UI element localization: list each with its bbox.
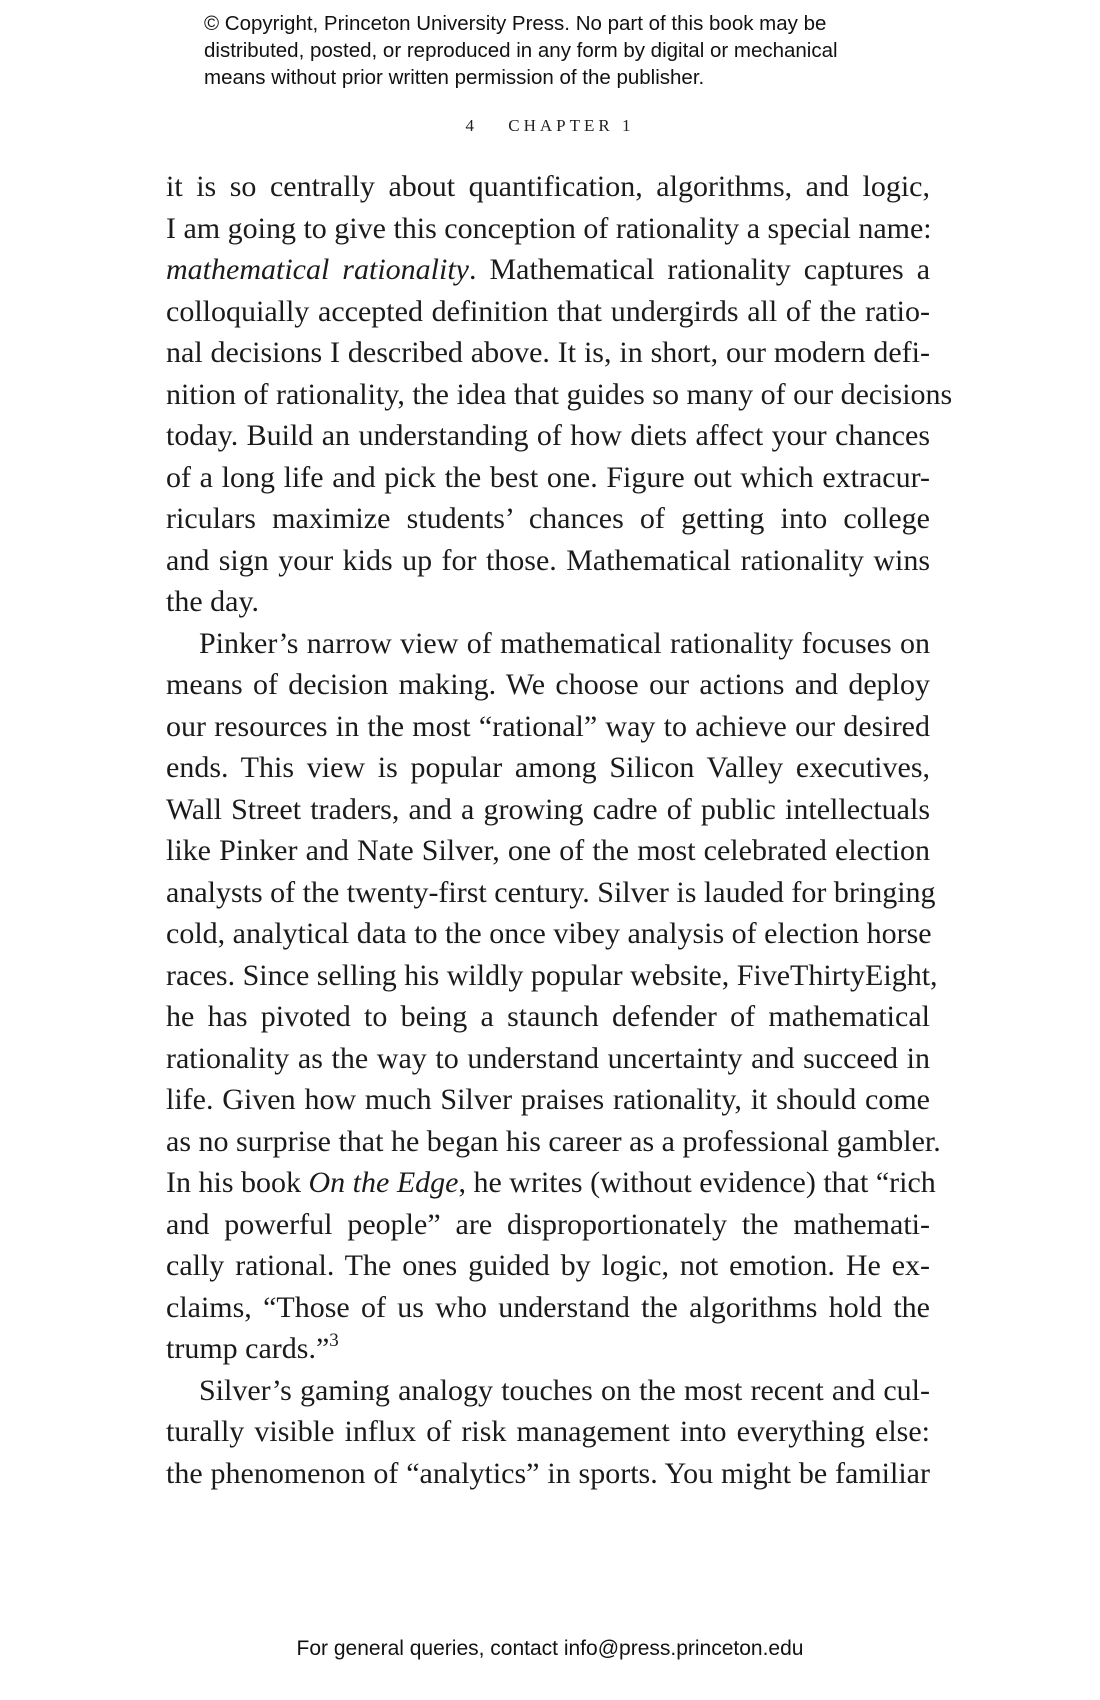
text-segment: In his book [166,1166,309,1199]
text-line: the phenomenon of “analytics” in sports. You might be familiar [166,1456,930,1490]
page-number: 4 [465,116,475,135]
chapter-label: CHAPTER 1 [508,116,635,135]
text-line: I am going to give this conception of rationality a special name: [166,211,932,245]
text-line [166,1328,930,1370]
text-line: and sign your kids up for those. Mathematical rationality wins [166,543,930,577]
text-line: analysts of the twenty-first century. Silver is lauded for bringing [166,875,936,909]
text-line: it is so centrally about quantification, algorithms, and logic, [166,170,930,203]
text-line: cally rational. The ones guided by logic, not emotion. He ex- [166,1249,930,1282]
book-title: On the Edge [308,1166,459,1199]
text-line: nal decisions I described above. It is, in short, our modern defi- [166,336,930,369]
text-line: of a long life and pick the best one. Figure out which extracur- [166,460,930,494]
body-text [166,166,953,1494]
text-line: and powerful people” are disproportionately the mathemati- [166,1207,930,1241]
text-line: turally visible influx of risk management into everything else: [166,1415,930,1448]
text-line: Wall Street traders, and a growing cadre of public intellectuals [166,792,930,826]
text-line: means of decision making. We choose our actions and deploy [166,668,930,701]
text-line: riculars maximize students’ chances of getting into college [166,502,930,535]
running-head [0,116,1100,136]
copyright-notice [204,10,1004,91]
text-line: our resources in the most “rational” way to achieve our desired [166,709,930,743]
text-line: rationality as the way to understand uncertainty and succeed in [166,1041,930,1075]
text-segment: . Mathematical rationality captures a [468,253,931,286]
text-segment: trump cards.” [166,1332,330,1365]
text-line: he has pivoted to being a staunch defender of mathematical [166,1000,930,1033]
text-line: like Pinker and Nate Silver, one of the most celebrated election [166,834,930,867]
copyright-line: © Copyright, Princeton University Press. No part of this book may be [204,12,827,35]
italic-term: mathematical rationality [166,253,469,286]
text-line: colloquially accepted definition that undergirds all of the ratio- [166,294,930,328]
footer-contact: For general queries, contact info@press.princeton.edu [296,1637,804,1660]
text-line: as no surprise that he began his career as a professional gambler. [166,1124,941,1158]
text-line: the day. [166,585,260,618]
text-line: life. Given how much Silver praises rationality, it should come [166,1083,930,1116]
copyright-line: means without prior written permission of the publisher. [204,66,705,89]
copyright-line: distributed, posted, or reproduced in any form by digital or mechanical [204,39,838,62]
text-line: ends. This view is popular among Silicon Valley executives, [166,751,930,784]
text-line: Silver’s gaming analogy touches on the most recent and cul- [199,1373,930,1407]
text-line: claims, “Those of us who understand the algorithms hold the [166,1290,930,1324]
text-line: today. Build an understanding of how diets affect your chances [166,419,930,452]
text-line: races. Since selling his wildly popular website, FiveThirtyEight, [166,958,938,992]
text-line [166,249,930,291]
text-line: cold, analytical data to the once vibey analysis of election horse [166,917,932,950]
text-line: nition of rationality, the idea that guides so many of our decisions [166,377,953,411]
footnote-marker[interactable]: 3 [329,1330,339,1351]
text-line: Pinker’s narrow view of mathematical rationality focuses on [199,626,930,660]
text-line [166,1162,936,1204]
text-segment: , he writes (without evidence) that “rich [458,1166,936,1199]
